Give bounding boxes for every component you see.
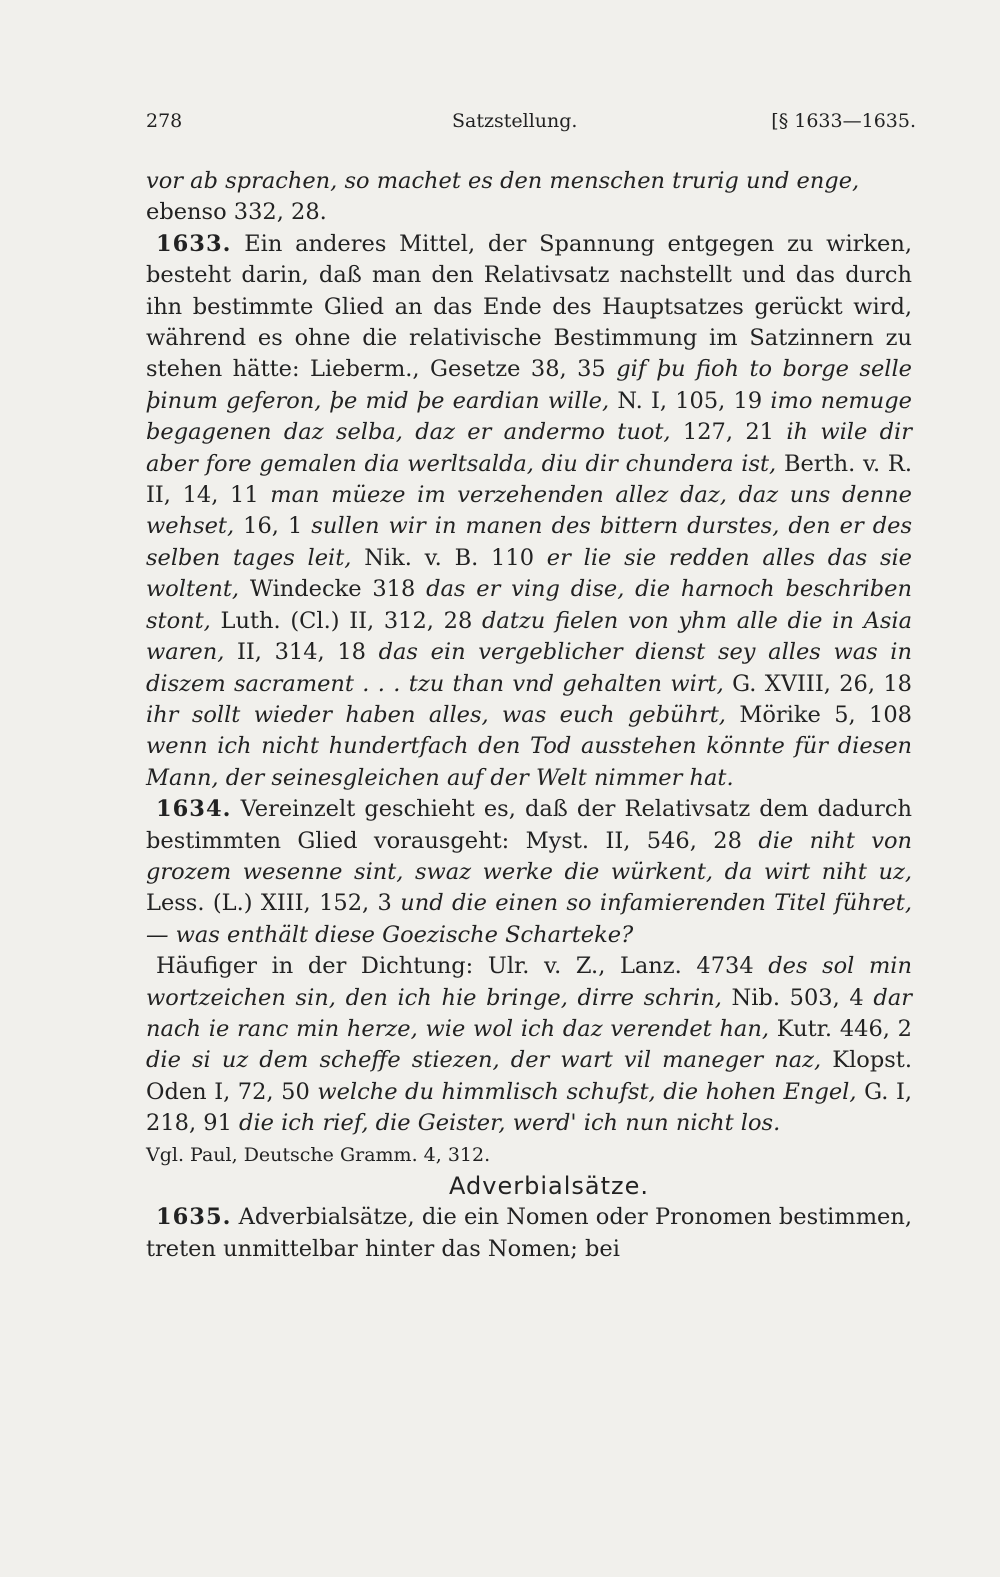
quote: das ein vergeblicher dienst sey alles was in diszem sacrament . . . tzu than vnd gehalten wirt,	[146, 639, 912, 697]
text: Nik. v. B. 110	[351, 544, 547, 571]
text: Luth. (Cl.) II, 312, 28	[210, 607, 483, 634]
text: Klopst. Oden I, 72, 50	[146, 1047, 912, 1105]
quote: die si uz dem scheffe stiezen, der wart vil maneger naz,	[146, 1047, 822, 1074]
text: N. I, 105, 19	[609, 387, 771, 414]
text: Vereinzelt geschieht es, daß der Relativsatz dem dadurch bestimmten Glied vorausgeht: Myst. II, 546, 28	[146, 796, 912, 854]
quote: imo nemuge begagenen daz selba, daz er andermo tuot,	[146, 387, 912, 446]
quote: die niht von grozem wesenne sint, swaz werke die würkent, da wirt niht uz,	[146, 827, 913, 885]
text: II, 314, 18	[224, 639, 379, 666]
paragraph-haeufiger	[146, 951, 912, 1139]
section-number-1634: 1634.	[156, 796, 232, 823]
text: Berth. v. R. II, 14, 11	[146, 450, 912, 509]
intro-ref: ebenso 332, 28.	[146, 199, 327, 226]
paragraph-1635	[146, 1202, 912, 1265]
page-body	[146, 166, 912, 1265]
intro-quote: vor ab sprachen, so machet es den menschen trurig und enge,	[146, 168, 860, 194]
section-number-1635: 1635.	[156, 1204, 232, 1231]
quote: welche du himmlisch schufst, die hohen Engel,	[317, 1078, 857, 1105]
text: Nib. 503, 4	[721, 984, 874, 1011]
text: 16, 1	[234, 513, 312, 540]
text: 127, 21	[670, 419, 787, 446]
text: Mörike 5, 108	[725, 701, 912, 728]
text: Windecke 318	[239, 576, 427, 603]
quote: gif þu fioh to borge selle þinum geferon, þe mid þe eardian wille,	[146, 356, 912, 414]
page-number: 278	[146, 110, 183, 132]
paragraph-1633	[146, 229, 912, 794]
quote: wenn ich nicht hundertfach den Tod ausstehen könnte für diesen Mann, der seinesgleichen auf der Welt nimmer hat.	[146, 733, 912, 791]
quote: man müeze im verzehenden allez daz, daz uns denne wehset,	[146, 482, 912, 540]
section-heading: Adverbialsätze.	[449, 1172, 649, 1200]
reference-note: Vgl. Paul, Deutsche Gramm. 4, 312.	[146, 1143, 491, 1166]
text: Häufiger in der Dichtung: Ulr. v. Z., Lanz. 4734	[156, 953, 769, 980]
section-number-1633: 1633.	[156, 230, 232, 257]
quote: sullen wir in manen des bittern durstes, den er des selben tages leit,	[146, 513, 912, 571]
text: Less. (L.) XIII, 152, 3	[146, 890, 401, 917]
quote: die ich rief, die Geister, werd' ich nun nicht los.	[239, 1110, 781, 1137]
section-range: [§ 1633—1635.	[771, 110, 916, 132]
quote: dar nach ie ranc min herze, wie wol ich daz verendet han,	[146, 984, 912, 1042]
text: Ein anderes Mittel, der Spannung entgegen zu wirken, besteht darin, daß man den Relativsatz nachstellt und das durch ihn bestimmte Glied an das Ende des Hauptsatzes gerückt wird, während es ohne die relativische Bestimmung im Satzinnern zu stehen hätte: Lieberm., Gesetze 38, 35	[146, 230, 912, 383]
quote: datzu fielen von yhm alle die in Asia waren,	[146, 607, 912, 666]
quote: ih wile dir aber fore gemalen dia werltsalda, diu dir chundera ist,	[146, 419, 912, 477]
running-header	[146, 110, 916, 140]
quote: des sol min wortzeichen sin, den ich hie bringe, dirre schrin,	[146, 953, 912, 1011]
running-title: Satzstellung.	[452, 110, 578, 132]
quote: das er ving dise, die harnoch beschriben stont,	[146, 576, 912, 634]
quote: und die einen so infamierenden Titel führet, — was enthält diese Goezische Scharteke?	[146, 890, 912, 948]
quote: ihr sollt wieder haben alles, was euch gebührt,	[146, 701, 726, 728]
intro-paragraph	[146, 166, 912, 229]
text: G. XVIII, 26, 18	[723, 670, 912, 697]
paragraph-1634	[146, 794, 912, 951]
text: Kutr. 446, 2	[769, 1015, 913, 1042]
text: G. I, 218, 91	[146, 1078, 912, 1137]
quote: er lie sie redden alles das sie woltent,	[146, 544, 912, 603]
text: Adverbialsätze, die ein Nomen oder Pronomen bestimmen, treten unmittelbar hinter das Nomen; bei	[146, 1204, 912, 1262]
